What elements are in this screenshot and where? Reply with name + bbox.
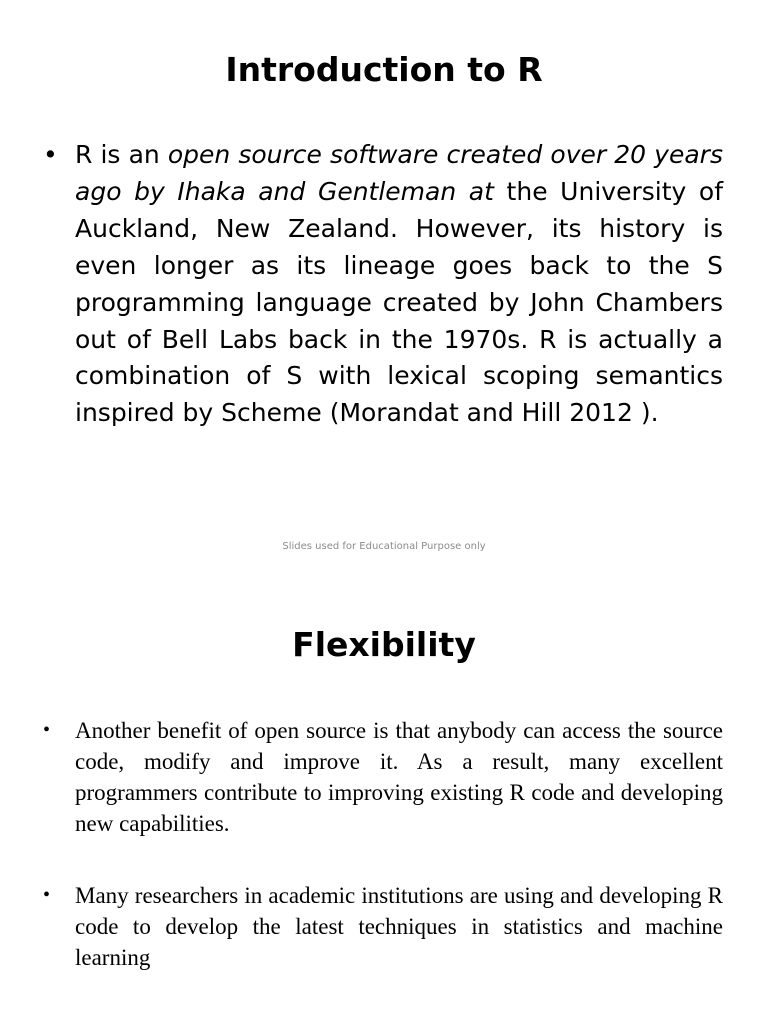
bullet-marker: • [43, 884, 51, 906]
bullet-text-part: the University of Auckland, New Zealand. However, its history is even longer as its lineage goes back to the S programming language created by John Chambers out of Bell Labs back in the 1970s. R is actually a combination of S with lexical scoping semantics inspired by Scheme (Morandat and Hill 2012 ). [75, 176, 723, 428]
bullet-item [43, 880, 723, 973]
bullet-text-part: R is an [75, 140, 168, 169]
bullet-item [43, 137, 723, 432]
bullet-text-italic: open source software created over 20 years ago by Ihaka and Gentleman at [75, 140, 723, 206]
slide-footer: Slides used for Educational Purpose only [282, 541, 486, 552]
bullet-text [75, 137, 723, 432]
slide-flexibility [0, 575, 768, 1024]
bullet-text: Many researchers in academic institutions are using and developing R code to develop the latest techniques in statistics and machine learning [75, 883, 723, 970]
bullet-item [43, 715, 723, 839]
bullet-marker: • [43, 719, 51, 741]
slide-title: Flexibility [292, 625, 476, 664]
slide-title: Introduction to R [225, 50, 543, 89]
bullet-text: Another benefit of open source is that anybody can access the source code, modify and improve it. As a result, many excellent programmers contribute to improving existing R code and developing new capabilities. [75, 718, 723, 836]
bullet-marker: • [43, 140, 58, 169]
